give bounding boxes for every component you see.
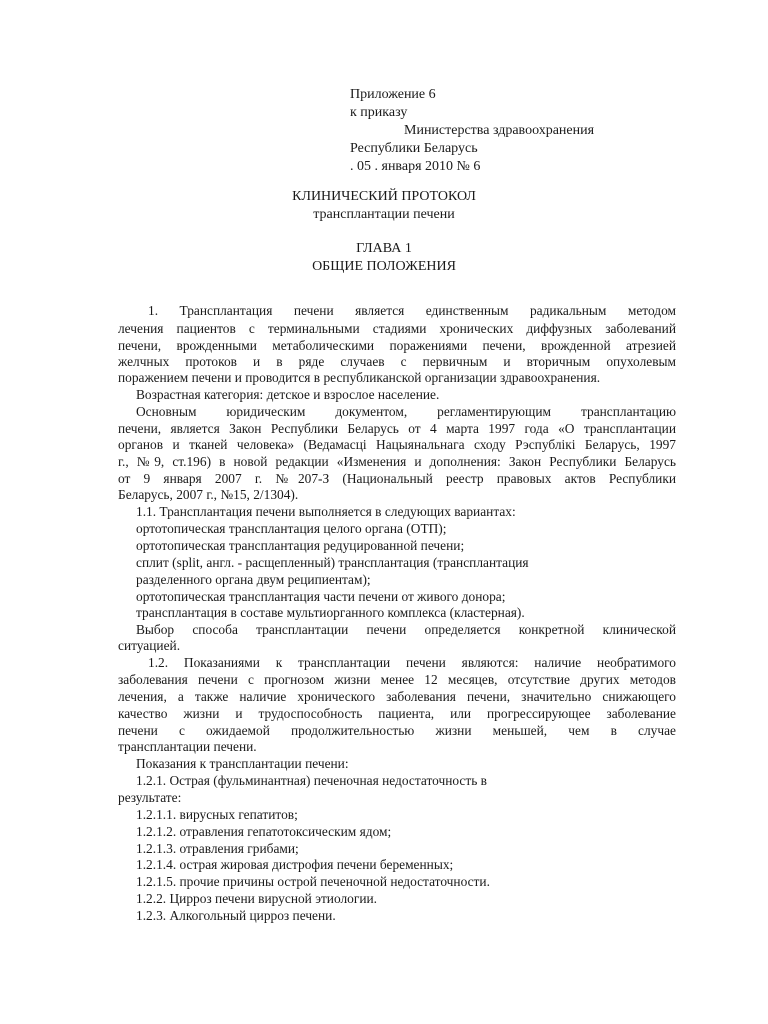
body-line: 1.2.1.2. отравления гепатотоксическим ядом; bbox=[136, 824, 392, 839]
body-line: трансплантации печени. bbox=[118, 739, 257, 754]
chapter-number: ГЛАВА 1 bbox=[356, 241, 412, 256]
body-line: ортотопическая трансплантация части печени от живого донора; bbox=[136, 589, 506, 604]
body-line: заболевания печени с прогнозом жизни менее 12 месяцев, отсутствие других методов bbox=[118, 672, 676, 687]
body-line: печени, врожденными метаболическими поражениями печени, врожденной атрезией bbox=[118, 338, 676, 353]
body-line: г., №9, ст.196) в новой редакции «Изменения и дополнения: Закон Республики Беларусь bbox=[118, 454, 676, 469]
body-line: 1.2.1. Острая (фульминантная) печеночная недостаточность в bbox=[136, 773, 487, 788]
body-line: 1.1. Трансплантация печени выполняется в следующих вариантах: bbox=[136, 504, 516, 519]
body-line: печени с ожидаемой продолжительностью жизни меньшей, чем в случае bbox=[118, 723, 676, 738]
body-line: лечения, а также наличие хронического заболевания печени, значительно снижающего bbox=[118, 689, 676, 704]
body-line: 1.2.1.5. прочие причины острой печеночной недостаточности. bbox=[136, 874, 490, 889]
body-line: 1.2.2. Цирроз печени вирусной этиологии. bbox=[136, 891, 378, 906]
body-line: Возрастная категория: детское и взрослое население. bbox=[136, 387, 440, 402]
document-subtitle: трансплантации печени bbox=[313, 207, 455, 222]
body-line: поражением печени и проводится в республиканской организации здравоохранения. bbox=[118, 370, 601, 385]
ministry-label: Министерства здравоохранения bbox=[404, 123, 595, 138]
republic-label: Республики Беларусь bbox=[350, 141, 478, 156]
body-line: лечения пациентов с терминальными стадиями хронических диффузных заболеваний bbox=[118, 321, 676, 336]
body-line: сплит (split, англ. - расщепленный) трансплантация (трансплантация bbox=[136, 555, 529, 570]
body-line: разделенного органа двум реципиентам); bbox=[136, 572, 371, 587]
body-line: качество жизни и трудоспособность пациента, или прогрессирующее заболевание bbox=[118, 706, 676, 721]
body-line: 1.2. Показаниями к трансплантации печени являются: наличие необратимого bbox=[148, 655, 676, 670]
body-line: Основным юридическим документом, регламентирующим трансплантацию bbox=[136, 404, 676, 419]
document-title: КЛИНИЧЕСКИЙ ПРОТОКОЛ bbox=[292, 189, 476, 204]
body-line: ортотопическая трансплантация целого органа (ОТП); bbox=[136, 521, 447, 536]
body-line: от 9 января 2007 г. №207-З (Национальный реестр правовых актов Республики bbox=[118, 471, 676, 486]
chapter-name: ОБЩИЕ ПОЛОЖЕНИЯ bbox=[312, 259, 456, 274]
body-line: результате: bbox=[118, 790, 182, 805]
body-line: трансплантация в составе мультиорганного комплекса (кластерная). bbox=[136, 605, 525, 620]
order-label: к приказу bbox=[350, 105, 408, 120]
body-line: печени, является Закон Республики Беларусь от 4 марта 1997 года «О трансплантации bbox=[118, 421, 676, 436]
body-line: Выбор способа трансплантации печени определяется конкретной клинической bbox=[136, 622, 676, 637]
body-line: ортотопическая трансплантация редуцированной печени; bbox=[136, 538, 465, 553]
body-line: ситуацией. bbox=[118, 638, 181, 653]
body-line: 1. Трансплантация печени является единственным радикальным методом bbox=[148, 303, 676, 318]
body-line: органов и тканей человека» (Ведамасці Нацыянальнага сходу Рэспублікі Беларусь, 1997 bbox=[118, 437, 676, 452]
body-line: Беларусь, 2007 г., №15, 2/1304). bbox=[118, 487, 299, 502]
body-line: 1.2.1.1. вирусных гепатитов; bbox=[136, 807, 298, 822]
body-line: 1.2.1.3. отравления грибами; bbox=[136, 841, 299, 856]
order-date: . 05 . января 2010 № 6 bbox=[350, 159, 481, 174]
body-line: Показания к трансплантации печени: bbox=[136, 756, 349, 771]
body-line: желчных протоков и в ряде случаев с первичным и вторичным опухолевым bbox=[118, 354, 676, 369]
appendix-label: Приложение 6 bbox=[350, 87, 436, 102]
body-line: 1.2.3. Алкогольный цирроз печени. bbox=[136, 908, 336, 923]
body-line: 1.2.1.4. острая жировая дистрофия печени беременных; bbox=[136, 857, 454, 872]
